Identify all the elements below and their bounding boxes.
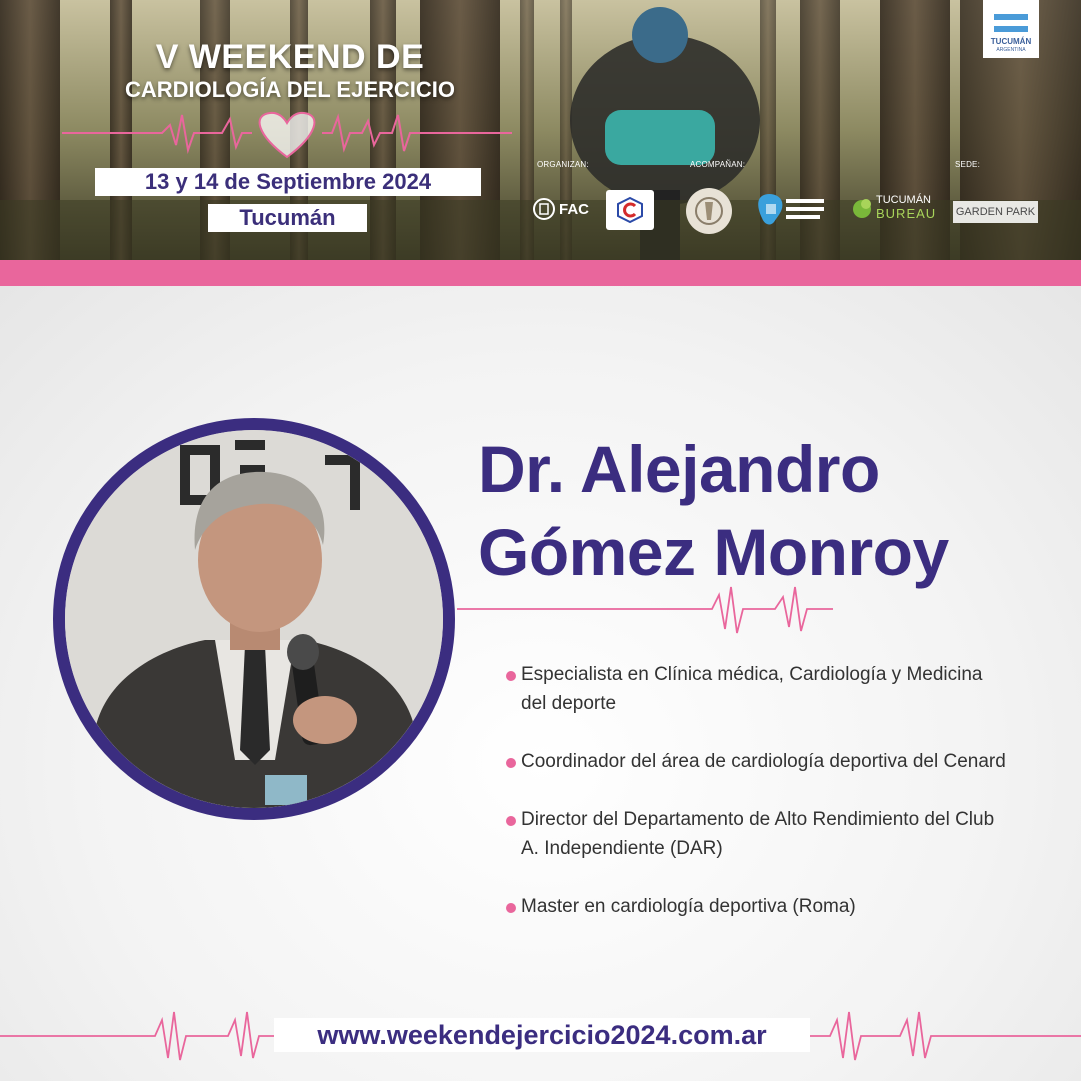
speaker-name-line2: Gómez Monroy	[478, 515, 949, 589]
garden-park-logo-text: GARDEN PARK	[955, 206, 1036, 218]
speaker-name-line1: Dr. Alejandro	[478, 432, 880, 506]
speaker-photo	[53, 418, 455, 820]
heart-icon	[260, 113, 315, 157]
tucuman-bureau-line2: BUREAU	[876, 206, 937, 221]
bio-item	[506, 892, 1006, 921]
tucuman-bureau-line1: TUCUMÁN	[876, 194, 931, 206]
event-website-link[interactable]: www.weekendejercicio2024.com.ar	[274, 1018, 810, 1052]
speaker-name	[478, 428, 1068, 594]
event-date: 13 y 14 de Septiembre 2024	[95, 168, 481, 196]
ecg-heart-line	[62, 105, 512, 165]
garden-park-logo	[953, 201, 1038, 223]
fac-logo	[532, 196, 589, 222]
header-banner	[0, 0, 1081, 260]
acompanan-label: ACOMPAÑAN:	[690, 160, 746, 169]
bio-item-text: Especialista en Clínica médica, Cardiología y Medicina del deporte	[521, 664, 983, 714]
tucuman-gov-logo	[983, 0, 1039, 58]
event-title	[60, 38, 520, 104]
cardio-committee-logo	[606, 190, 654, 230]
fac-logo-text: FAC	[559, 200, 589, 218]
speaker-bio-list	[506, 660, 1006, 950]
bio-item-text: Coordinador del área de cardiología deportiva del Cenard	[521, 751, 1006, 772]
bio-item-text: Master en cardiología deportiva (Roma)	[521, 896, 856, 917]
organizan-label: ORGANIZAN:	[537, 160, 589, 169]
bullet-dot-icon	[506, 758, 516, 768]
bullet-dot-icon	[506, 671, 516, 681]
ecg-divider-line	[457, 583, 837, 643]
tucuman-gov-line2: ARGENTINA	[996, 47, 1026, 53]
event-title-line2: CARDIOLOGÍA DEL EJERCICIO	[124, 77, 456, 102]
sociedad-cardiologia-logo-icon	[756, 192, 786, 228]
header-divider-bar	[0, 260, 1081, 286]
bio-item-text: Director del Departamento de Alto Rendimiento del Club A. Independiente (DAR)	[521, 809, 995, 859]
tucuman-bureau-logo	[850, 194, 936, 220]
event-city: Tucumán	[208, 204, 367, 232]
sociedad-cardiologia-text-icon	[786, 195, 826, 225]
bio-item	[506, 747, 1006, 776]
sotucme-logo-icon	[694, 196, 724, 226]
bio-item	[506, 660, 1006, 718]
bio-item	[506, 805, 1006, 863]
cardio-committee-logo-icon	[615, 195, 645, 225]
fac-logo-icon	[532, 197, 556, 221]
sede-label: SEDE:	[955, 160, 981, 169]
bullet-dot-icon	[506, 903, 516, 913]
event-title-line1: V WEEKEND DE	[155, 38, 425, 76]
bullet-dot-icon	[506, 816, 516, 826]
speaker-portrait-image	[65, 430, 443, 808]
tucuman-bureau-logo-icon	[850, 195, 874, 219]
sotucme-logo	[686, 188, 732, 234]
tucuman-gov-line1: TUCUMÁN	[990, 37, 1032, 46]
sociedad-cardiologia-logo	[756, 192, 826, 228]
